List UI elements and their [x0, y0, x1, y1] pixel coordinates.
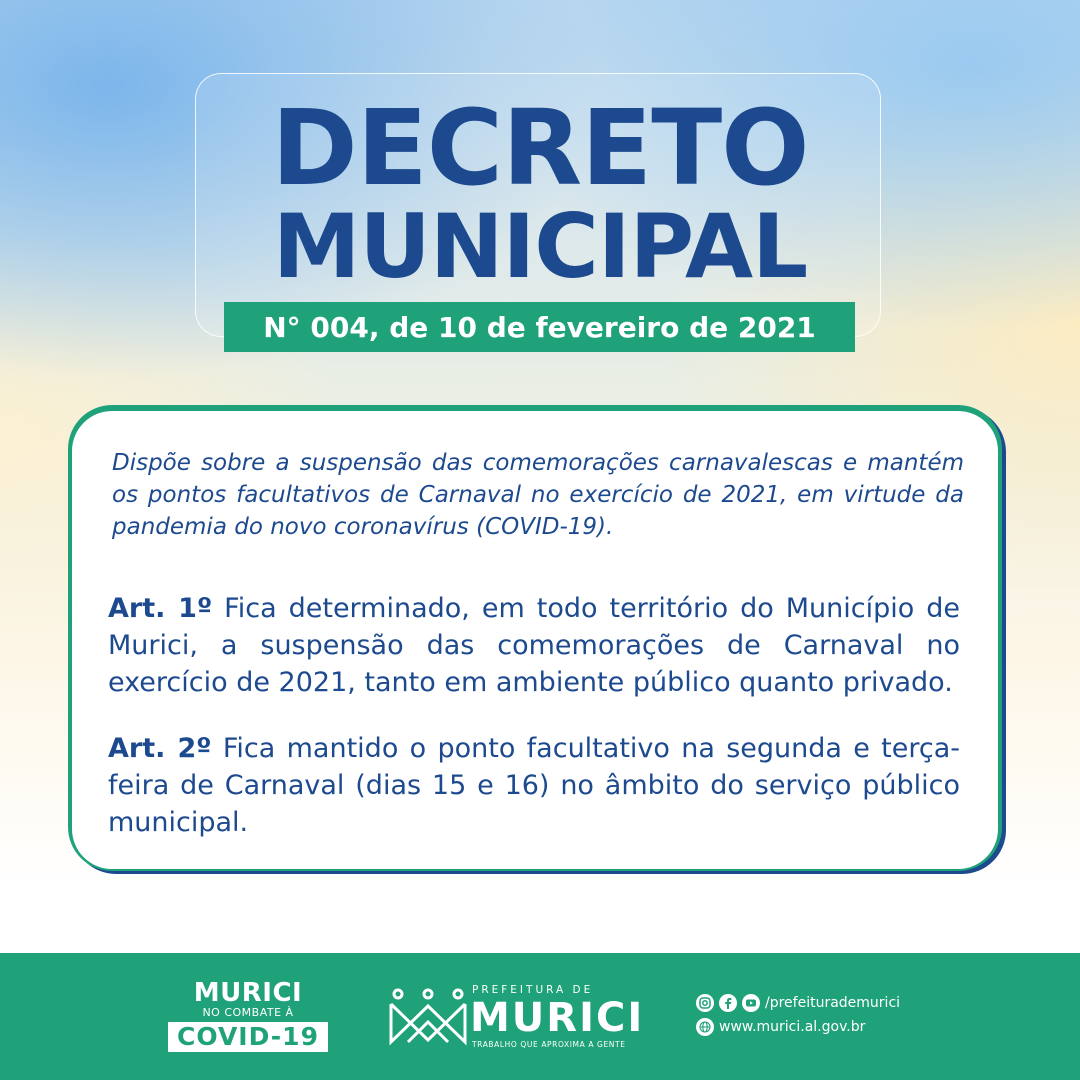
website-link[interactable]: www.murici.al.gov.br	[719, 1019, 866, 1035]
article-1	[108, 590, 960, 701]
social-handle[interactable]: /prefeiturademurici	[765, 995, 901, 1011]
article-2-text: Fica mantido o ponto facultativo na segunda e terça-feira de Carnaval (dias 15 e 16) no âmbito do serviço público municipal.	[108, 733, 960, 838]
page-title-line2: MUNICIPAL	[272, 195, 808, 298]
globe-icon	[696, 1018, 714, 1036]
prefeitura-name: MURICI	[470, 995, 645, 1041]
article-2	[108, 730, 960, 841]
covid-campaign-logo	[168, 980, 328, 1052]
youtube-icon[interactable]	[742, 994, 760, 1012]
decree-summary: Dispõe sobre a suspensão das comemorações carnavalescas e mantém os pontos facultativos de Carnaval no exercício de 2021, em virtude da pandemia do novo coronavírus (COVID-19).	[112, 450, 964, 540]
article-2-label: Art. 2º	[108, 733, 212, 764]
prefeitura-tagline: TRABALHO QUE APROXIMA A GENTE	[472, 1040, 626, 1049]
article-1-label: Art. 1º	[108, 593, 213, 624]
facebook-icon[interactable]	[719, 994, 737, 1012]
page-title-line1: DECRETO	[271, 87, 809, 209]
social-links	[696, 994, 900, 1012]
prefeitura-top-label: PREFEITURA DE	[472, 984, 594, 996]
campaign-line3: COVID-19	[168, 1022, 328, 1052]
instagram-icon[interactable]	[696, 994, 714, 1012]
website-link-row	[696, 1018, 865, 1036]
prefeitura-logo-mark	[388, 982, 468, 1050]
campaign-line2: NO COMBATE À	[202, 1006, 294, 1019]
decree-number-badge: N° 004, de 10 de fevereiro de 2021	[224, 302, 855, 352]
campaign-line1: MURICI	[193, 978, 303, 1008]
article-1-text: Fica determinado, em todo território do Município de Murici, a suspensão das comemorações de Carnaval no exercício de 2021, tanto em ambiente público quanto privado.	[108, 593, 960, 698]
